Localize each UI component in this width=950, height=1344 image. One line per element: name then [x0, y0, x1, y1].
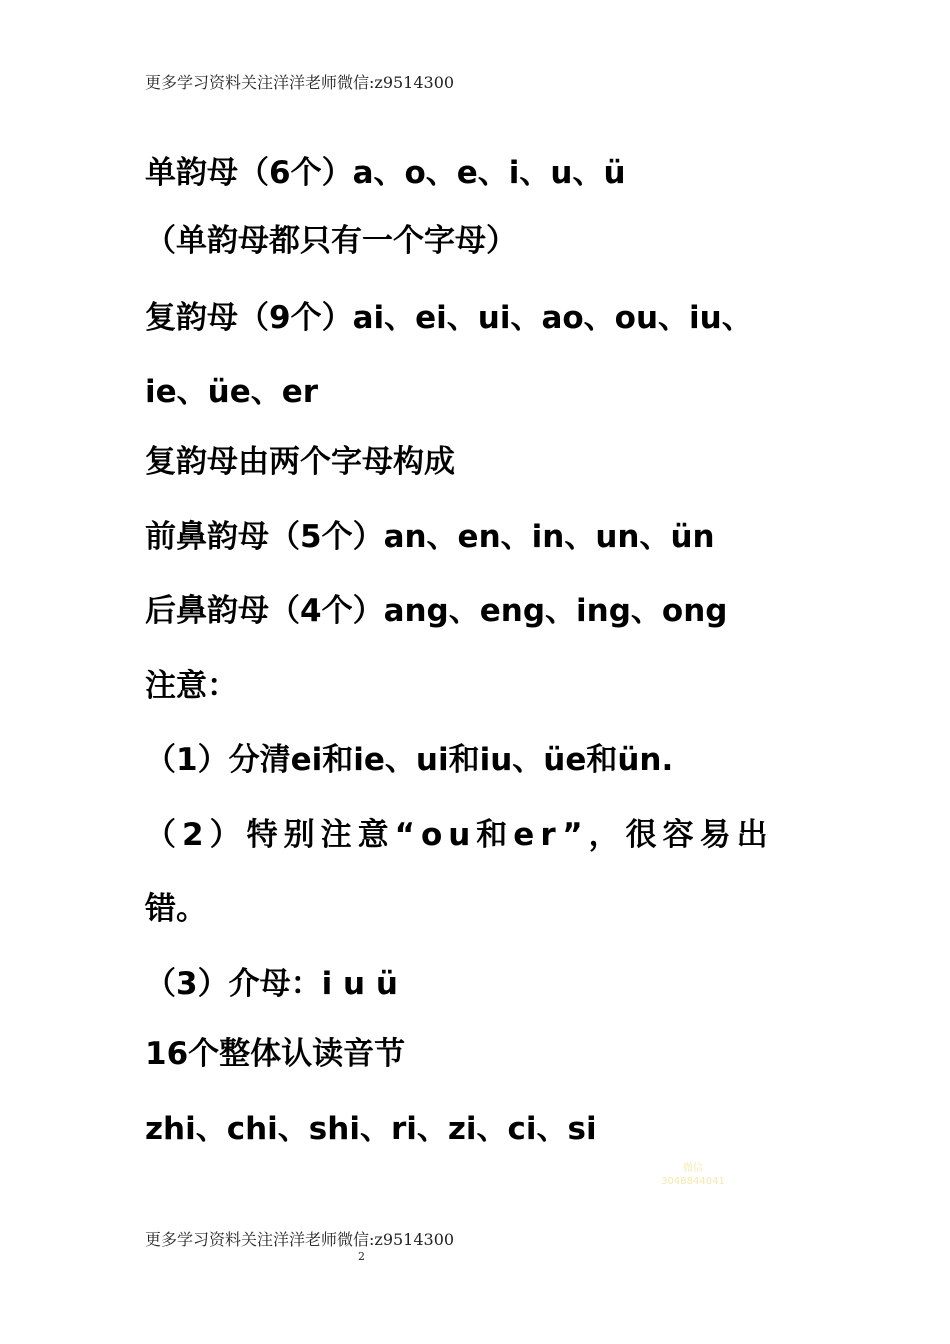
note-item-2: （2）特别注意“ou和er”，很容易出 — [145, 817, 774, 853]
note-item-1: （1）分清ei和ie、ui和iu、üe和ün. — [145, 742, 674, 778]
watermark-stamp — [652, 1162, 734, 1202]
single-finals-line: 单韵母（6个）a、o、e、i、u、ü — [145, 155, 626, 191]
compound-finals-line: 复韵母（9个）ai、ei、ui、ao、ou、iu、 — [145, 300, 753, 336]
page-number: 2 — [358, 1250, 365, 1263]
note-item-3: （3）介母：i u ü — [145, 966, 398, 1002]
whole-syllables-list: zhi、chi、shi、ri、zi、ci、si — [145, 1111, 597, 1147]
whole-syllables-heading: 16个整体认读音节 — [145, 1036, 406, 1072]
front-nasal-finals-line: 前鼻韵母（5个）an、en、in、un、ün — [145, 519, 715, 555]
note-item-2-continued: 错。 — [145, 891, 207, 927]
compound-finals-note: 复韵母由两个字母构成 — [145, 444, 455, 480]
single-finals-note: （单韵母都只有一个字母） — [145, 223, 517, 259]
back-nasal-finals-line: 后鼻韵母（4个）ang、eng、ing、ong — [145, 593, 728, 629]
attention-heading: 注意： — [145, 668, 238, 704]
watermark-line-1: 微信 — [683, 1163, 703, 1174]
compound-finals-continued: ie、üe、er — [145, 374, 319, 410]
watermark-line-2: 3048844041 — [661, 1176, 725, 1187]
page-footer: 更多学习资料关注洋洋老师微信:z9514300 — [145, 1230, 455, 1249]
page-header: 更多学习资料关注洋洋老师微信:z9514300 — [145, 73, 455, 92]
